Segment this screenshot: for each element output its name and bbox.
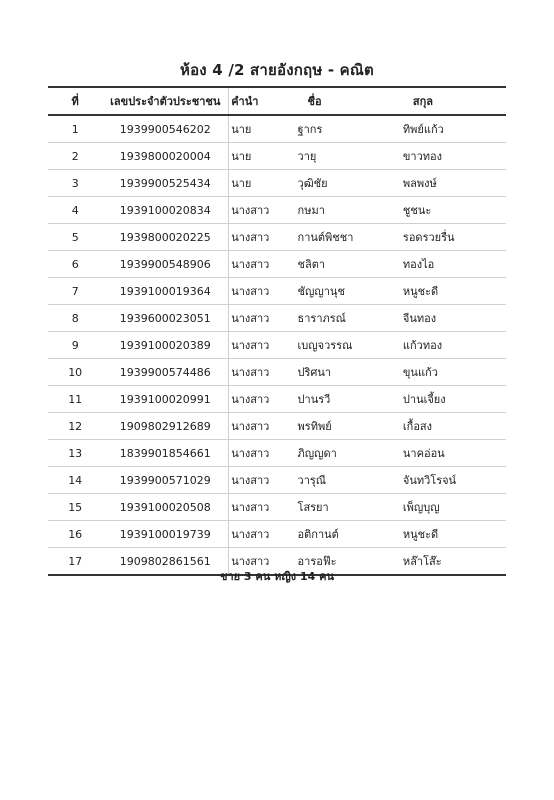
header-first-name: ชื่อ (296, 87, 401, 115)
cell-citizen-id: 1939100020389 (102, 332, 228, 359)
header-citizen-id: เลขประจำตัวประชาชน (102, 87, 228, 115)
cell-prefix: นางสาว (229, 197, 296, 224)
cell-first-name: อติกานต์ (296, 521, 401, 548)
header-last-name: สกุล (401, 87, 506, 115)
cell-citizen-id: 1939100020508 (102, 494, 228, 521)
cell-prefix: นางสาว (229, 521, 296, 548)
cell-no: 3 (48, 170, 102, 197)
cell-first-name: กานต์พิชชา (296, 224, 401, 251)
cell-first-name: อารอฟ๊ะ (296, 548, 401, 576)
cell-no: 6 (48, 251, 102, 278)
table-row (48, 115, 506, 143)
cell-no: 9 (48, 332, 102, 359)
cell-last-name: ปานเจี้ยง (401, 386, 506, 413)
cell-no: 14 (48, 467, 102, 494)
cell-prefix: นางสาว (229, 278, 296, 305)
cell-prefix: นาย (229, 170, 296, 197)
student-table (48, 86, 506, 576)
table-row (48, 170, 506, 197)
cell-first-name: กษมา (296, 197, 401, 224)
cell-prefix: นางสาว (229, 440, 296, 467)
cell-prefix: นางสาว (229, 251, 296, 278)
cell-last-name: ทองไอ (401, 251, 506, 278)
cell-last-name: ทิพย์แก้ว (401, 115, 506, 143)
cell-first-name: ภิญญดา (296, 440, 401, 467)
cell-no: 17 (48, 548, 102, 576)
gender-summary: ชาย 3 คน หญิง 14 คน (220, 570, 334, 583)
header-prefix: คำนำ (229, 87, 296, 115)
table-row (48, 386, 506, 413)
cell-first-name: ปานรวี (296, 386, 401, 413)
cell-no: 16 (48, 521, 102, 548)
cell-no: 4 (48, 197, 102, 224)
cell-first-name: เบญจวรรณ (296, 332, 401, 359)
table-row (48, 224, 506, 251)
cell-prefix: นางสาว (229, 332, 296, 359)
cell-citizen-id: 1939900571029 (102, 467, 228, 494)
cell-prefix: นางสาว (229, 305, 296, 332)
cell-last-name: แก้วทอง (401, 332, 506, 359)
cell-first-name: วารุณี (296, 467, 401, 494)
table-row (48, 278, 506, 305)
header-no: ที่ (48, 87, 102, 115)
cell-first-name: ชลิตา (296, 251, 401, 278)
cell-citizen-id: 1939900574486 (102, 359, 228, 386)
cell-prefix: นางสาว (229, 494, 296, 521)
cell-first-name: ปริศนา (296, 359, 401, 386)
cell-last-name: หนูชะดี (401, 278, 506, 305)
cell-no: 10 (48, 359, 102, 386)
cell-citizen-id: 1939100020991 (102, 386, 228, 413)
cell-last-name: นาคอ่อน (401, 440, 506, 467)
cell-citizen-id: 1939900548906 (102, 251, 228, 278)
table-row (48, 440, 506, 467)
cell-first-name: พรทิพย์ (296, 413, 401, 440)
cell-citizen-id: 1939800020225 (102, 224, 228, 251)
cell-no: 8 (48, 305, 102, 332)
cell-no: 11 (48, 386, 102, 413)
cell-prefix: นางสาว (229, 467, 296, 494)
cell-prefix: นางสาว (229, 386, 296, 413)
cell-first-name: ชัญญานุช (296, 278, 401, 305)
cell-last-name: หนูชะดี (401, 521, 506, 548)
cell-last-name: ขุนแก้ว (401, 359, 506, 386)
cell-no: 12 (48, 413, 102, 440)
cell-no: 2 (48, 143, 102, 170)
table-row (48, 413, 506, 440)
cell-citizen-id: 1939900525434 (102, 170, 228, 197)
cell-last-name: ขาวทอง (401, 143, 506, 170)
cell-citizen-id: 1909802912689 (102, 413, 228, 440)
cell-no: 5 (48, 224, 102, 251)
cell-prefix: นาย (229, 115, 296, 143)
cell-first-name: ฐากร (296, 115, 401, 143)
table-row (48, 143, 506, 170)
cell-last-name: หล๊าโส๊ะ (401, 548, 506, 576)
table-row (48, 467, 506, 494)
cell-prefix: นางสาว (229, 548, 296, 576)
cell-no: 1 (48, 115, 102, 143)
cell-first-name: ธาราภรณ์ (296, 305, 401, 332)
cell-prefix: นางสาว (229, 413, 296, 440)
table-row (48, 251, 506, 278)
cell-last-name: พลพงษ์ (401, 170, 506, 197)
cell-first-name: โสรยา (296, 494, 401, 521)
cell-no: 15 (48, 494, 102, 521)
cell-prefix: นาย (229, 143, 296, 170)
cell-no: 7 (48, 278, 102, 305)
cell-last-name: ชูชนะ (401, 197, 506, 224)
table-row (48, 359, 506, 386)
cell-citizen-id: 1939900546202 (102, 115, 228, 143)
cell-prefix: นางสาว (229, 359, 296, 386)
cell-citizen-id: 1839901854661 (102, 440, 228, 467)
table-header-row (48, 87, 506, 115)
cell-last-name: รอดรวยรื่น (401, 224, 506, 251)
table-row (48, 521, 506, 548)
cell-first-name: วายุ (296, 143, 401, 170)
cell-last-name: เกื้อสง (401, 413, 506, 440)
table-row (48, 197, 506, 224)
cell-last-name: จีนทอง (401, 305, 506, 332)
table-row (48, 332, 506, 359)
cell-citizen-id: 1939600023051 (102, 305, 228, 332)
page-title: ห้อง 4 /2 สายอังกฤษ - คณิต (180, 61, 374, 79)
cell-last-name: จันทวิโรจน์ (401, 467, 506, 494)
table-row (48, 494, 506, 521)
cell-last-name: เพ็ญบุญ (401, 494, 506, 521)
cell-citizen-id: 1909802861561 (102, 548, 228, 576)
cell-citizen-id: 1939100019364 (102, 278, 228, 305)
cell-citizen-id: 1939800020004 (102, 143, 228, 170)
cell-citizen-id: 1939100019739 (102, 521, 228, 548)
cell-prefix: นางสาว (229, 224, 296, 251)
cell-citizen-id: 1939100020834 (102, 197, 228, 224)
cell-no: 13 (48, 440, 102, 467)
table-row (48, 305, 506, 332)
cell-first-name: วุฒิชัย (296, 170, 401, 197)
